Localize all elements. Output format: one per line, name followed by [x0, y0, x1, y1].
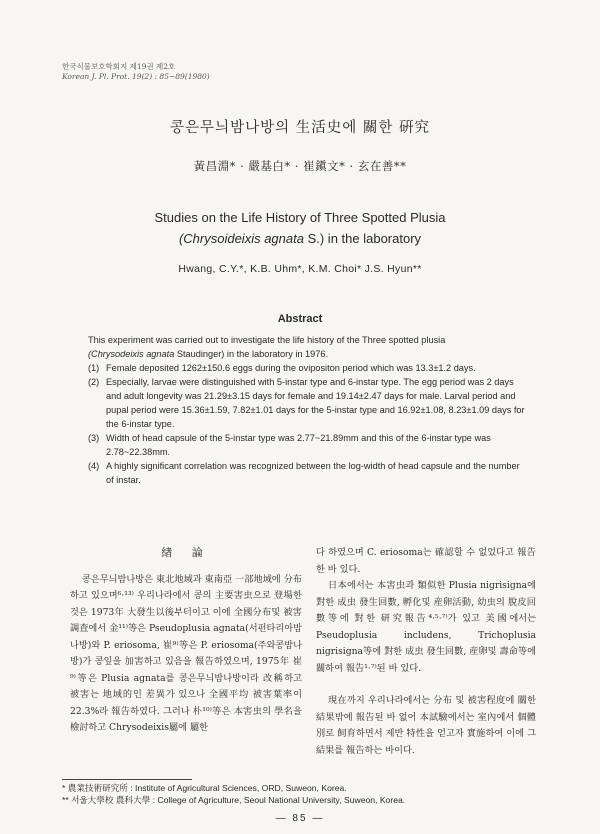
right-paragraph-3: 現在까지 우리나라에서는 分布 및 被害程度에 關한 結果밖에 報告된 바 없어 本試驗에서는 室內에서 個體別로 飼育하면서 제반 特性을 얻고자 實施하여 이에 그 結果를 報告하는 바이다. — [316, 695, 536, 756]
english-title-line2 — [0, 228, 600, 249]
english-title — [0, 207, 600, 249]
journal-name-ko: 한국식물보호학회지 제19권 제2호 — [62, 62, 176, 71]
abstract-items — [88, 361, 528, 487]
introduction-paragraph: 콩은무늬밤나방은 東北地域과 東南亞 一部地域에 分布하고 있으며⁶·¹³⁾ 우리나라에서 콩의 主要害虫으로 登場한 것은 1973年 大發生以後부터이고 이에 全國分布및 被害調査에서 金¹¹⁾等은 Pseudoplusia agnata(서펀타리아밤나방)와 P. eriosoma, 崔⁹⁾等은 P. eriosoma(주와콩밤나방)가 콩잎을 加害하고 있음을 報告하였으며, 1975年 崔⁹⁾等은 Plusia agnata를 콩은무늬밤나방이라 改稱하고 被害는 地域的인 差異가 있으나 全國平均 被害葉率이 22.3%라 報告하였다. 그러나 朴¹⁰⁾等은 本害虫의 學名을 檢討하고 Chrysodeixis屬에 屬한 — [70, 573, 302, 733]
footnote-1: * 農業技術研究所 : Institute of Agricultural Sciences, ORD, Suweon, Korea. — [62, 783, 347, 793]
abstract-body — [88, 333, 528, 487]
authors-english: Hwang, C.Y.*, K.B. Uhm*, K.M. Choi* J.S. Hyun** — [178, 263, 422, 275]
abstract-species: (Chrysodeixis agnata — [88, 349, 175, 359]
journal-header — [62, 62, 210, 82]
footnote-2: ** 서울大學校 農科大學 : College of Agriculture, Seoul National University, Suweon, Korea. — [62, 795, 406, 805]
introduction-heading: 緖 論 — [161, 546, 211, 559]
footnote-rule — [62, 779, 192, 780]
abstract-intro — [88, 333, 528, 361]
page-number: — 85 — — [275, 813, 325, 824]
english-title-line2-rest: S.) in the laboratory — [303, 231, 422, 246]
authors-hanja: 黃昌淵* · 嚴基白* · 崔鎭文* · 玄在善** — [193, 159, 407, 173]
right-paragraph-1: 다 하였으며 C. eriosoma는 確認할 수 없었다고 報告한 바 있다. — [316, 547, 536, 575]
abstract-item: (2) Especially, larvae were distinguished with 5-instar type and 6-instar type. The egg period was 2 days and adult longevity was 21.29±3.15 days for female and 19.14±2.47 days for male. Larval period and pupal period were 15.36±1.59, 7.82±1.01 days for the 5-instar type and 16.92±1.08, 8.23±1.09 days for the 6-instar type. — [88, 377, 525, 429]
footnotes — [62, 782, 405, 806]
english-title-line1: Studies on the Life History of Three Spotted Plusia — [154, 210, 446, 225]
abstract-item: (3) Width of head capsule of the 5-instar type was 2.77~21.89mm and this of the 6-instar type was 2.78~22.38mm. — [88, 433, 491, 457]
abstract-intro-b: Staudinger) in the laboratory in 1976. — [174, 349, 329, 359]
abstract-intro-a: This experiment was carried out to investigate the life history of the Three spotted plusia — [88, 335, 446, 345]
abstract-heading: Abstract — [277, 313, 323, 325]
left-column — [70, 545, 302, 737]
right-column — [316, 545, 536, 759]
abstract-item: (4) A highly significant correlation was recognized between the log-width of head capsule and the number of instar. — [88, 461, 520, 485]
journal-citation: Korean J. Pl. Prot. 19(2) : 85~89(1980) — [62, 72, 210, 81]
right-paragraph-2: 日本에서는 本害虫과 類似한 Plusia nigrisigna에 對한 成虫 發生回數, 孵化및 産卵活動, 幼虫의 脫皮回數等에 對한 研究報告⁴·⁵·⁷⁾가 있고 美國에서는 Pseudoplusia includens, Trichoplusia nigrisigna等에 對한 成虫 發生回數, 産卵및 壽命等에 關하여 報告¹·⁷⁾된 바 있다. — [316, 580, 536, 674]
species-name: (Chrysoideixis agnata — [178, 231, 304, 246]
abstract-item: (1) Female deposited 1262±150.6 eggs during the ovipositon period which was 13.3±1.2 days. — [88, 363, 476, 373]
korean-title: 콩은무늬밤나방의 生活史에 關한 硏究 — [170, 120, 430, 136]
